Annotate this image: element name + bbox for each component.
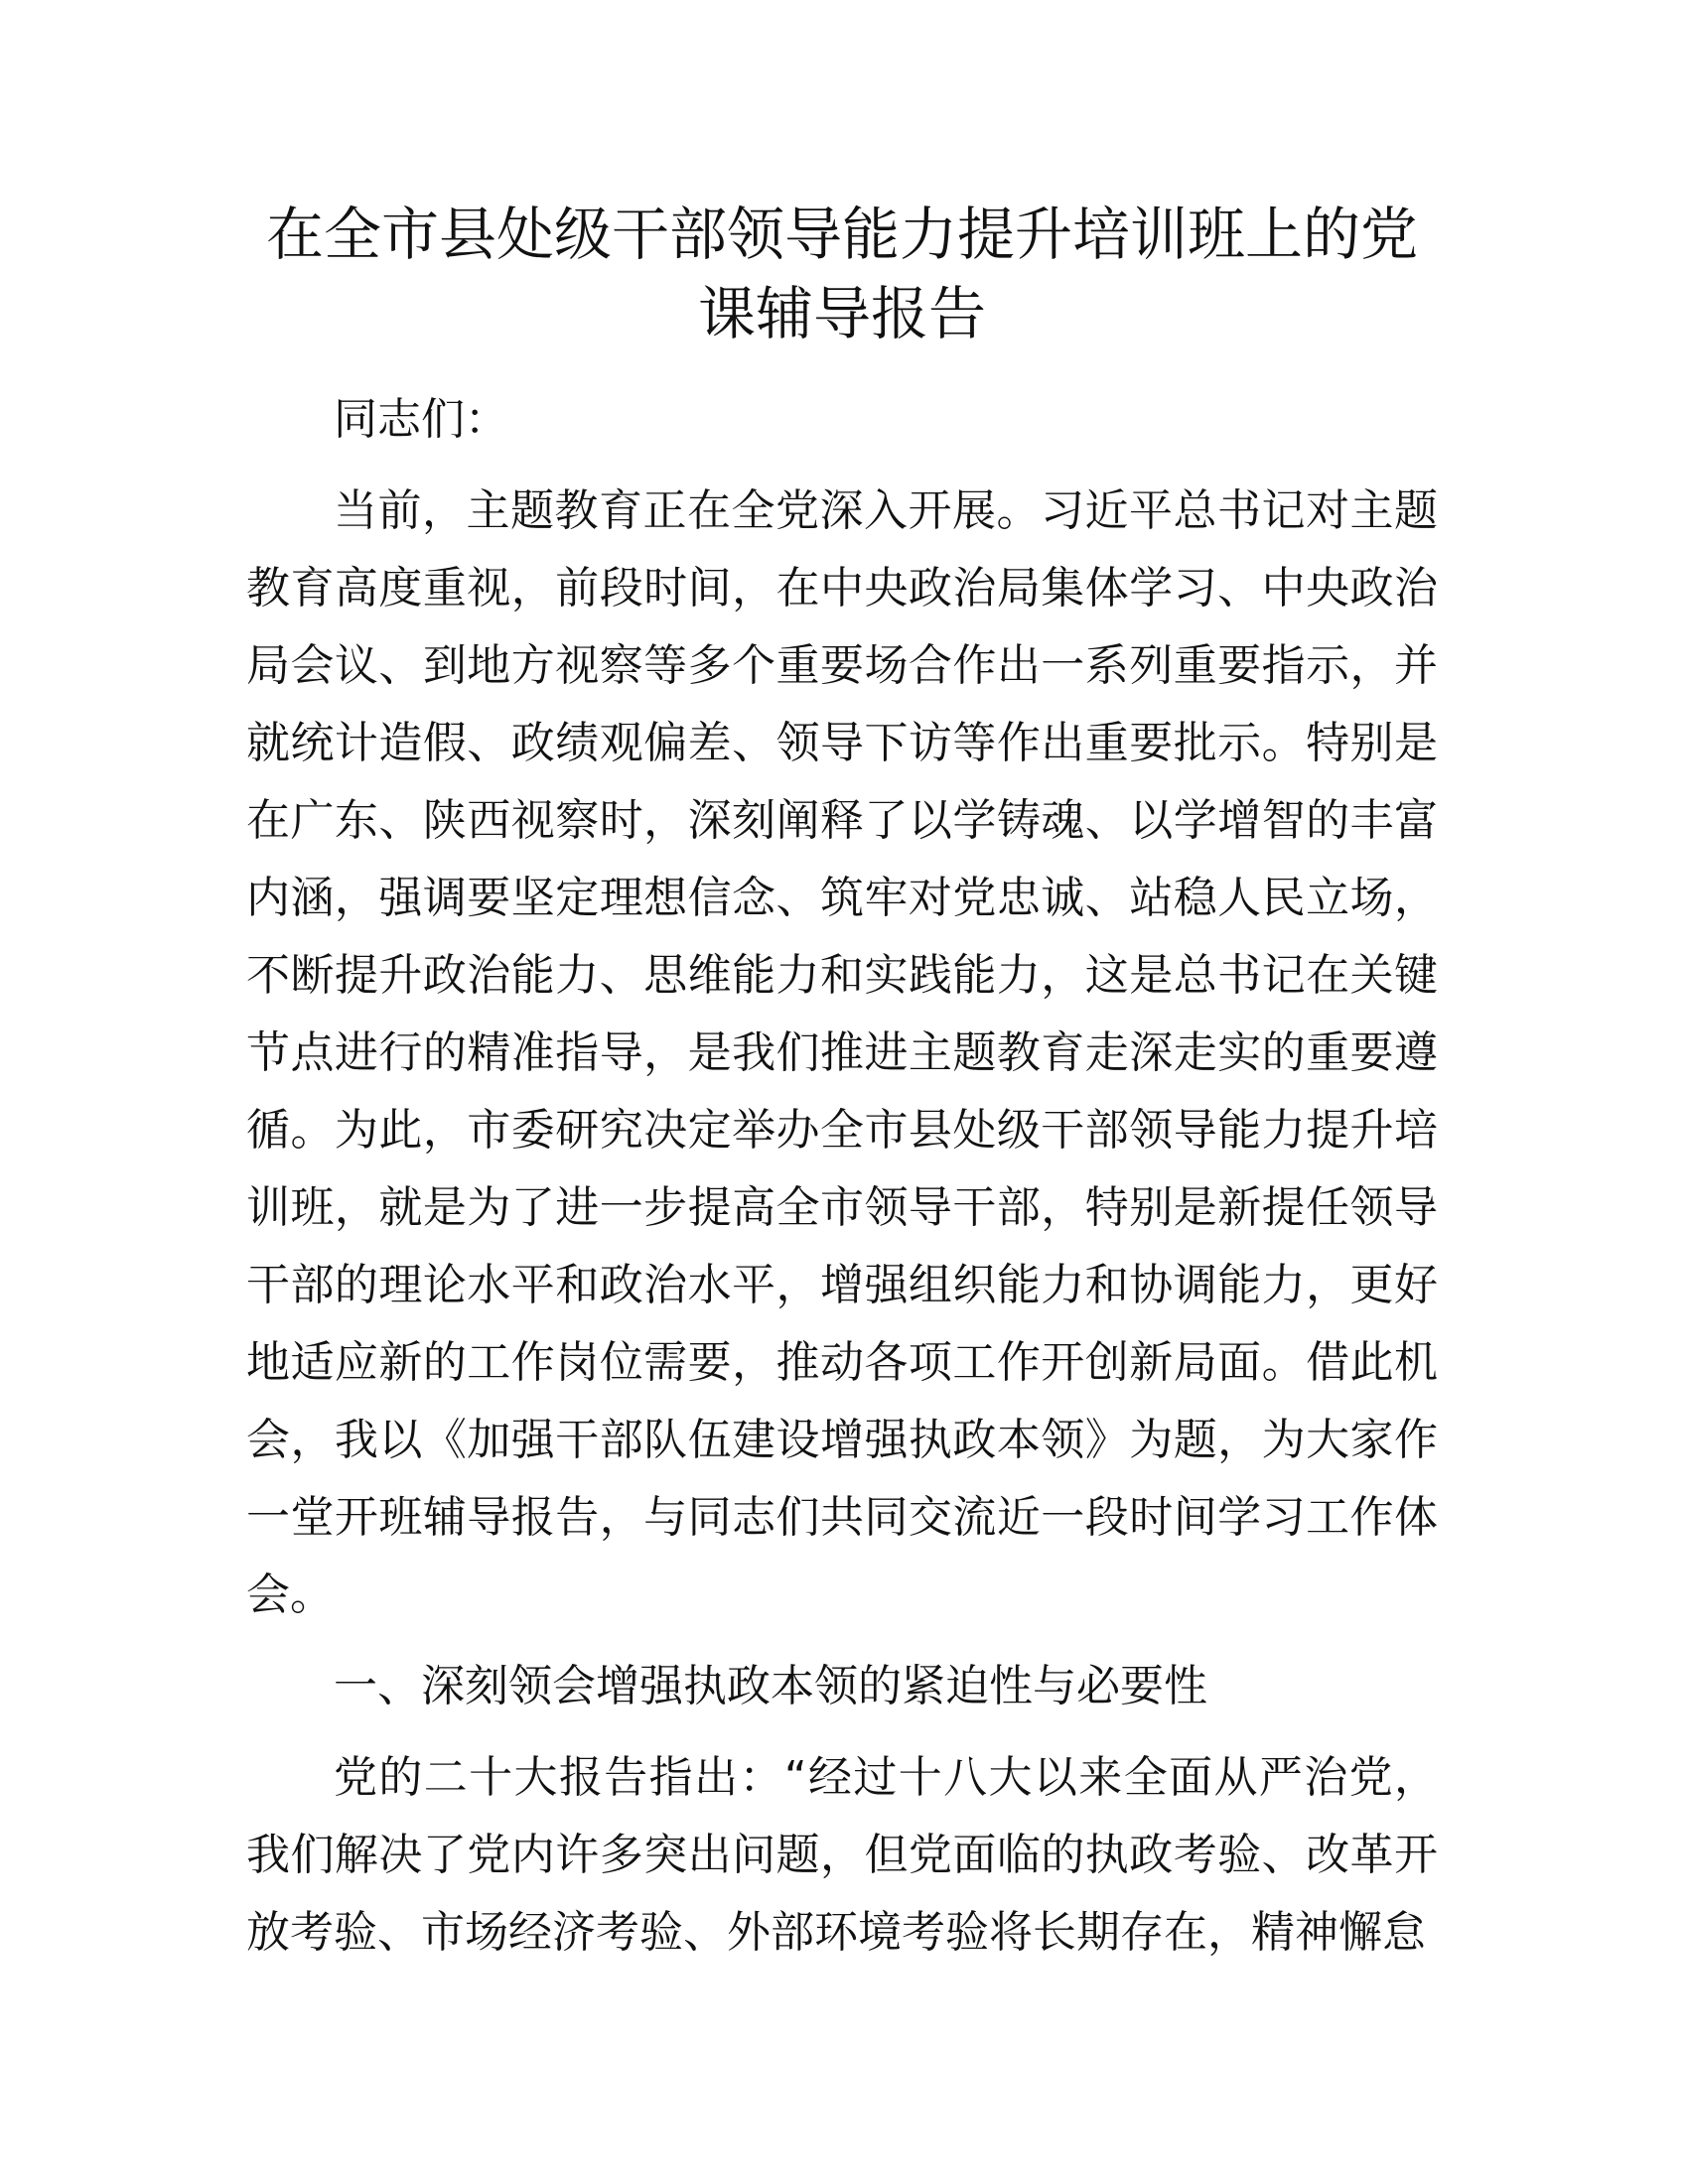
title-line-1: 在全市县处级干部领导能力提升培训班上的党 [265, 201, 1418, 268]
salutation: 同志们： [334, 394, 508, 445]
title-line-2: 课辅导报告 [697, 280, 986, 347]
document-title [246, 195, 1438, 353]
paragraph-intro: 当前，主题教育正在全党深入开展。习近平总书记对主题教育高度重视，前段时间，在中央政治局集体学习、中央政治局会议、到地方视察等多个重要场合作出一系列重要指示，并就统计造假、政绩观偏差、领导下访等作出重要批示。特别是在广东、陕西视察时，深刻阐释了以学铸魂、以学增智的丰富内涵，强调要坚定理想信念、筑牢对党忠诚、站稳人民立场，不断提升政治能力、思维能力和实践能力，这是总书记在关键节点进行的精准指导，是我们推进主题教育走深走实的重要遵循。为此，市委研究决定举办全市县处级干部领导能力提升培训班，就是为了进一步提高全市领导干部，特别是新提任领导干部的理论水平和政治水平，增强组织能力和协调能力，更好地适应新的工作岗位需要，推动各项工作开创新局面。借此机会，我以《加强干部队伍建设增强执政本领》为题，为大家作一堂开班辅导报告，与同志们共同交流近一段时间学习工作体会。 [246, 485, 1438, 1620]
document-page [246, 195, 1438, 1972]
section-heading-1: 一、深刻领会增强执政本领的紧迫性与必要性 [334, 1661, 1207, 1711]
paragraph-section-1: 党的二十大报告指出：“经过十八大以来全面从严治党，我们解决了党内许多突出问题，但党面临的执政考验、改革开放考验、市场经济考验、外部环境考验将长期存在，精神懈怠 [246, 1752, 1438, 1958]
